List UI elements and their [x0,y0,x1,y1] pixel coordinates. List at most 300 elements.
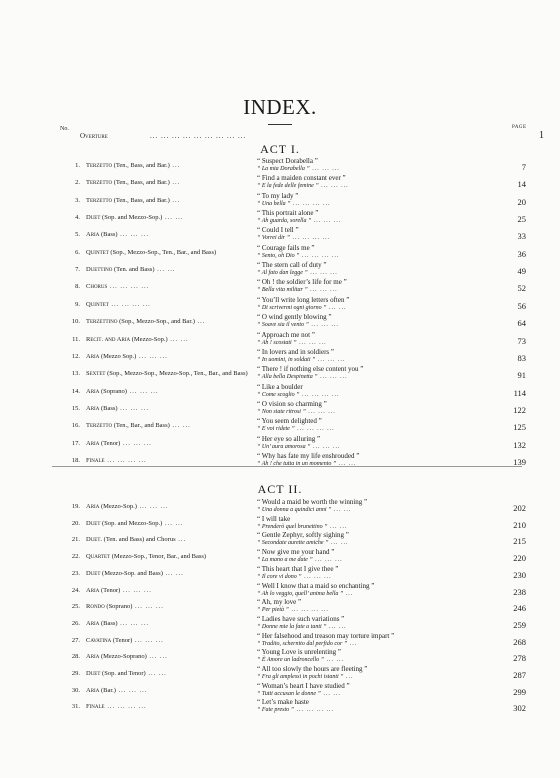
entry-english-title: “ Would a maid be worth the winning ” [257,498,368,506]
entry-number: 13. [71,370,80,378]
entry-italian-title: “ Come scoglio ” [257,391,300,398]
entry-italian-title-line [257,183,349,189]
entry-voices: (Bass) [99,404,118,412]
entry-leader: ... ... [162,214,184,222]
entry-form: Chorus [86,283,108,291]
entry-voices: (Mezzo-Sop.) [99,503,137,510]
entry-form: Finale [86,703,105,711]
entry-voices: (Bar.) [99,686,116,694]
entry-description [86,670,167,677]
entry-number: 28. [71,653,80,661]
entry-title-leader: ... ... ... ... [289,235,330,242]
entry-page: 36 [517,248,526,259]
entry-title-leader: ... ... ... ... [288,607,329,614]
entry-italian-title: “ È Amore un ladroncello ” [257,657,324,664]
entry-english-title: “ Her eye so alluring ” [257,434,321,443]
act-heading: ACT II. [257,482,303,496]
entry-italian-title: “ La mia Dorabella ” [257,166,310,172]
entry-voices: (Mezzo-Soprano) [99,653,147,661]
entry-italian-title-line [257,674,354,680]
entry-description [86,370,248,377]
entry-italian-title-line [257,340,327,346]
entry-number: 30. [71,686,80,694]
entry-number: 6. [75,248,80,256]
entry-form: Sextet [86,370,106,378]
entry-leader: ... [175,536,187,544]
entry-italian-title-line [257,507,351,513]
entry-english-title: “ The stern call of duty ” [257,261,327,270]
entry-page: 64 [517,318,526,329]
overture-page: 1 [539,130,544,141]
entry-number: 21. [71,536,80,544]
entry-page: 238 [513,586,526,597]
entry-italian-title-line [257,392,340,398]
entry-italian-title: “ Una bella ” [257,200,291,207]
entry-voices: (Bass) [99,619,118,627]
entry-leader: ... ... [167,335,189,343]
entry-page: 287 [513,670,526,680]
entry-number: 14. [71,387,80,395]
entry-description [86,388,158,395]
entry-description [86,197,180,204]
entry-form: Quintet [86,300,109,308]
entry-italian-title-line [257,374,348,380]
entry-italian-title-line [257,461,356,467]
entry-italian-title: “ Bella vita militar ” [257,287,308,294]
entry-italian-title: “ Ah guarda, sorella ” [257,218,312,225]
entry-italian-title: “ Il core vi dono ” [257,573,302,580]
entry-number: 2. [75,179,80,187]
entry-english-title: “ I will take [257,514,291,523]
entry-form: Recit. and Aria [86,335,131,343]
entry-page: 278 [513,653,526,664]
entry-page: 52 [517,283,526,294]
entry-voices: (Sop. and Mezzo-Sop.) [100,519,163,527]
entry-voices: (Ten., Bass, and Bar.) [112,179,170,187]
entry-italian-title: “ Fra gli amplessi in pochi istanti ” [257,674,344,680]
entry-italian-title-line [257,322,339,328]
entry-form: Terzettino [86,318,118,326]
entry-voices: (Mezzo-Sop., Tenor, Bar., and Bass) [110,553,207,561]
entry-english-title: “ Well I know that a maid so enchanting ” [257,581,375,590]
entry-number: 29. [71,670,80,677]
entry-title-leader: ... ... ... [307,287,338,294]
entry-page: 202 [513,503,526,513]
entry-italian-title-line [257,287,338,293]
entry-form: Terzetto [86,422,113,430]
entry-form: Aria [86,503,100,510]
entry-page: 25 [517,214,526,225]
index-entry [0,453,560,473]
entry-voices: (Soprano) [99,387,127,395]
entry-leader: ... ... [145,670,167,677]
entry-italian-title-line [257,524,347,530]
entry-italian-title: “ Una donna a quindici anni ” [257,507,332,513]
entry-description [86,318,205,325]
entry-leader: ... ... [154,266,176,274]
entry-form: Aria [86,231,100,239]
entry-leader: ... ... ... [117,404,150,412]
entry-page: 268 [513,636,526,647]
entry-italian-title: “ Tutti accusan le donne ” [257,690,321,697]
entry-description [86,703,147,710]
entry-page: 210 [513,519,526,530]
entry-form: Duet [86,536,101,544]
entry-form: Aria [86,586,100,594]
entry-form: Quintet [86,248,109,256]
entry-italian-title: “ Ah ! che tutta in un momento ” [257,460,337,467]
entry-english-title: “ Woman’s heart I have studied ” [257,681,350,690]
index-entry [0,699,560,719]
entry-italian-title: “ Di scrivermi ogni giorno ” [257,304,327,311]
entry-english-title: “ Now give me your hand ” [257,548,335,557]
entry-italian-title-line [257,166,340,172]
entry-number: 7. [75,266,80,274]
entry-page: 114 [513,387,526,398]
entry-form: Aria [86,387,100,395]
entry-italian-title: “ E voi ridete ” [257,426,295,433]
entry-form: Rondo [86,603,105,611]
entry-voices: (Ten., Bass, and Bar.) [112,162,170,169]
entry-form: Quartet [86,553,111,561]
entry-description [86,179,180,186]
entry-leader: ... ... ... ... [108,300,151,308]
entry-page: 132 [513,439,526,450]
entry-leader: ... ... ... ... [107,283,150,291]
entry-page: 299 [513,686,526,697]
entry-description [86,231,149,238]
entry-title-leader: ... [343,674,354,680]
entry-english-title: “ Suspect Dorabella ” [257,157,318,165]
entry-italian-title: “ Un’ aura amorosa ” [257,443,311,450]
entry-leader: ... [169,162,181,169]
entry-leader: ... ... ... [126,387,159,395]
entry-english-title: “ Let’s make haste [257,698,309,707]
entry-description [86,653,168,660]
entry-leader: ... ... [162,569,184,577]
entry-description [86,301,151,308]
entry-italian-title-line [257,574,332,580]
entry-page: 56 [517,300,526,311]
entry-title-leader: ... ... ... [296,339,327,346]
entry-form: Aria [86,686,100,694]
entry-number: 4. [75,214,80,222]
entry-page: 83 [517,352,526,363]
entry-italian-title-line [257,444,340,450]
entry-number: 19. [71,503,80,510]
entry-number: 31. [71,703,80,711]
entry-italian-title-line [257,540,348,546]
entry-voices: (Ten. and Bass) [112,266,155,274]
entry-number: 5. [75,231,80,239]
entry-english-title: “ O vision so charming ” [257,399,327,408]
entry-english-title: “ Find a maiden constant ever ” [257,174,346,183]
entry-voices: (Ten., Bass, and Bar.) [112,196,170,204]
entry-italian-title-line [257,624,347,630]
entry-voices: (Mezzo-Sop.) [130,335,168,343]
entry-number: 8. [75,283,80,291]
entry-english-title: “ Young Love is unrelenting ” [257,648,341,657]
entry-form: Duet [86,519,101,527]
page-column-header: PAGE [512,125,527,130]
entry-italian-title: “ Per pietà ” [257,607,289,614]
entry-description [86,503,168,510]
entry-title-leader: ... ... ... [310,443,341,450]
entry-description [86,422,191,429]
entry-page: 302 [513,703,526,714]
entry-form: Cavatina [86,636,112,644]
entry-description [86,405,149,412]
entry-title-leader: ... ... [323,657,344,664]
entry-form: Duet [86,670,101,677]
entry-leader: ... ... ... ... [104,456,147,464]
entry-title-leader: ... [343,590,354,597]
entry-description [86,687,147,694]
entry-title-leader: ... ... ... [309,166,340,172]
entry-english-title: “ In lovers and in soldiers ” [257,347,334,356]
entry-english-title: “ Ah, my love ” [257,598,302,607]
entry-italian-title-line [257,607,329,613]
entry-voices: (Mezzo Sop.) [99,352,137,360]
entry-title-leader: ... ... ... [301,573,332,580]
entry-page: 49 [517,266,526,277]
entry-number: 27. [71,636,80,644]
entry-voices: (Tenor) [99,439,121,447]
entry-leader: ... [169,179,181,187]
entry-italian-title: “ Prenderò quel brunettino ” [257,523,328,530]
entry-english-title: “ This portrait alone ” [257,209,319,218]
entry-form: Terzetto [86,196,113,204]
entry-number: 3. [75,196,80,204]
entry-italian-title: “ Sento, oh Dio ” [257,252,300,259]
entry-form: Aria [86,653,100,661]
entry-italian-title: “ Soave sia il vento ” [257,322,309,329]
overture-leader: ... ... ... ... ... ... ... ... ... [150,132,247,140]
page-title: INDEX. [243,95,317,119]
entry-italian-title-line [257,409,336,415]
entry-italian-title-line [257,305,347,311]
entry-italian-title-line [257,591,353,597]
entry-italian-title: “ Vorrei dir ” [257,235,290,242]
entry-voices: (Sop., Mezzo-Sop., Ten., Bar., and Bass) [108,248,217,256]
entry-page: 230 [513,569,526,580]
entry-title-leader: ... ... ... [311,218,342,225]
entry-title-leader: ... ... [331,507,352,513]
entry-italian-title-line [257,691,341,697]
entry-voices: (Mezzo-Sop. and Bass) [100,569,163,577]
title-rule [268,124,292,125]
entry-italian-title-line [257,270,338,276]
entry-english-title: “ To my lady ” [257,191,299,200]
entry-leader: ... ... ... [132,636,164,644]
entry-italian-title-line [257,426,335,432]
entry-leader: ... ... ... ... [104,703,147,711]
entry-description [86,536,186,543]
entry-leader: ... ... ... [132,603,164,611]
entry-description [86,283,149,290]
entry-english-title: “ Her falsehood and treason may torture impart ” [257,631,395,640]
entry-italian-title-line [257,641,357,647]
entry-number: 18. [71,456,80,464]
entry-description [86,603,164,610]
entry-italian-title-line [257,357,345,363]
entry-form: Terzetto [86,162,113,169]
entry-description [86,587,152,594]
entry-leader: ... ... ... [120,586,152,594]
entry-title-leader: ... ... ... [318,183,349,190]
entry-form: Finale [86,456,105,464]
entry-title-leader: ... ... [327,523,348,530]
entry-title-leader: ... ... ... [305,408,336,415]
entry-voices: (Bass) [99,231,118,239]
entry-leader: ... ... ... [120,439,152,447]
entry-page: 139 [513,456,526,467]
entry-english-title: “ Courage fails me ” [257,243,315,252]
entry-form: Aria [86,619,100,627]
entry-title-leader: ... ... ... ... [293,707,334,714]
entry-description [86,249,216,256]
entry-number: 22. [71,553,80,561]
entry-italian-title-line [257,657,344,663]
entry-page: 122 [513,404,526,415]
entry-english-title: “ Could I tell ” [257,226,299,235]
entry-title-leader: ... ... ... ... [294,426,335,433]
entry-description [86,520,183,527]
entry-form: Duet [86,214,101,222]
entry-leader: ... ... ... [136,352,168,360]
entry-description [86,620,149,627]
entry-description [86,457,147,464]
entry-voices: (Sop. and Mezzo-Sop.) [100,214,163,222]
entry-page: 91 [517,370,526,381]
entry-english-title: “ Ladies have such variations ” [257,614,345,623]
entry-leader: ... [194,318,206,326]
entry-title-leader: ... ... ... [307,270,338,277]
entry-number: 10. [71,318,80,326]
entry-title-leader: ... ... ... [315,356,346,363]
entry-italian-title: “ Donne mie la fate a tanti ” [257,623,327,630]
entry-english-title: “ This heart that I give thee ” [257,564,339,573]
entry-title-leader: ... ... [320,690,341,697]
entry-leader: ... ... ... [117,231,150,239]
entry-italian-title-line [257,253,340,259]
entry-english-title: “ O wind gently blowing ” [257,313,332,322]
entry-number: 26. [71,619,80,627]
entry-description [86,162,180,169]
entry-number: 16. [71,422,80,430]
entry-page: 73 [517,335,526,346]
entry-voices: (Sop., Mezzo-Sop., Mezzo-Sop., Ten., Bar., and Bass) [105,370,248,378]
entry-italian-title: “ La mano a me date ” [257,557,313,564]
entry-voices: (Tenor) [99,586,121,594]
entry-leader: ... ... ... [136,503,169,510]
entry-english-title: “ Gentle Zephyr, softly sighing ” [257,531,349,540]
entry-number: 1. [75,162,80,169]
entry-title-leader: ... ... ... ... [299,252,340,259]
entry-number: 17. [71,439,80,447]
entry-italian-title: “ Secondate aurette amiche ” [257,540,329,547]
entry-voices: (Sop., Mezzo-Sop., and Bar.) [117,318,195,326]
entry-page: 220 [513,553,526,564]
entry-italian-title: “ Non siate ritrosi ” [257,408,306,415]
entry-title-leader: ... ... ... [317,374,348,381]
entry-description [86,637,164,644]
entry-italian-title: “ In uomini, in soldati ” [257,356,316,363]
entry-form: Terzetto [86,179,113,187]
entry-title-leader: ... ... ... ... [290,200,331,207]
entry-voices: (Tenor) [111,636,133,644]
entry-italian-title: “ Al fato dan legge ” [257,270,308,277]
entry-number: 25. [71,603,80,611]
entry-english-title: “ You seem delighted ” [257,417,322,426]
entry-form: Aria [86,352,100,360]
entry-form: Aria [86,404,100,412]
entry-number: 12. [71,352,80,360]
entry-title-leader: ... ... [328,540,349,547]
entry-leader: ... ... [169,422,191,430]
entry-number: 23. [71,569,80,577]
entry-english-title: “ You’ll write long letters often ” [257,295,350,304]
number-column-header: No. [60,126,69,132]
entry-italian-title: “ Ah ! scostati ” [257,339,297,346]
entry-page: 259 [513,619,526,630]
entry-page: 246 [513,603,526,614]
overture-label: Overture [80,132,108,140]
entry-english-title: “ Approach me not ” [257,330,315,339]
entry-italian-title-line [257,235,330,241]
entry-english-title: “ Oh ! the soldier’s life for me ” [257,278,347,287]
entry-description [86,266,176,273]
entry-number: 24. [71,586,80,594]
entry-italian-title-line [257,218,341,224]
entry-english-title: “ Why has fate my life enshrouded ” [257,451,360,460]
entry-english-title: “ There ! if nothing else content you ” [257,365,364,374]
entry-leader: ... [169,196,181,204]
entry-title-leader: ... ... [326,304,347,311]
entry-number: 15. [71,404,80,412]
entry-italian-title: “ Fate presto ” [257,707,294,714]
entry-page: 215 [513,536,526,547]
entry-english-title: “ Like a boulder [257,382,303,391]
entry-form: Aria [86,439,100,447]
entry-title-leader: ... ... ... [308,322,339,329]
entry-page: 33 [517,231,526,242]
entry-leader: ... ... ... [115,686,148,694]
entry-voices: (Ten., Bar., and Bass) [112,422,170,430]
entry-page: 20 [517,196,526,207]
entry-italian-title-line [257,201,331,207]
entry-page: 7 [521,162,526,172]
act-heading: ACT I. [260,142,300,156]
entry-title-leader: ... ... [336,460,357,467]
entry-form: Duet [86,569,101,577]
entry-description [86,353,168,360]
entry-page: 125 [513,422,526,433]
entry-number: 9. [75,300,80,308]
entry-number: 20. [71,519,80,527]
entry-page: 14 [517,179,526,190]
entry-italian-title: “ Alla bella Despinetta ” [257,374,318,381]
entry-english-title: “ All too slowly the hours are fleeting ” [257,665,368,673]
entry-description [86,336,189,343]
entry-voices: . (Ten. and Bass) and Chorus [100,536,176,544]
entry-title-leader: ... ... [326,623,347,630]
entry-number: 11. [72,335,80,343]
entry-title-leader: ... ... ... ... [299,391,340,398]
entry-voices: (Soprano) [104,603,133,611]
entry-description [86,214,183,221]
entry-leader: ... ... [146,653,168,661]
